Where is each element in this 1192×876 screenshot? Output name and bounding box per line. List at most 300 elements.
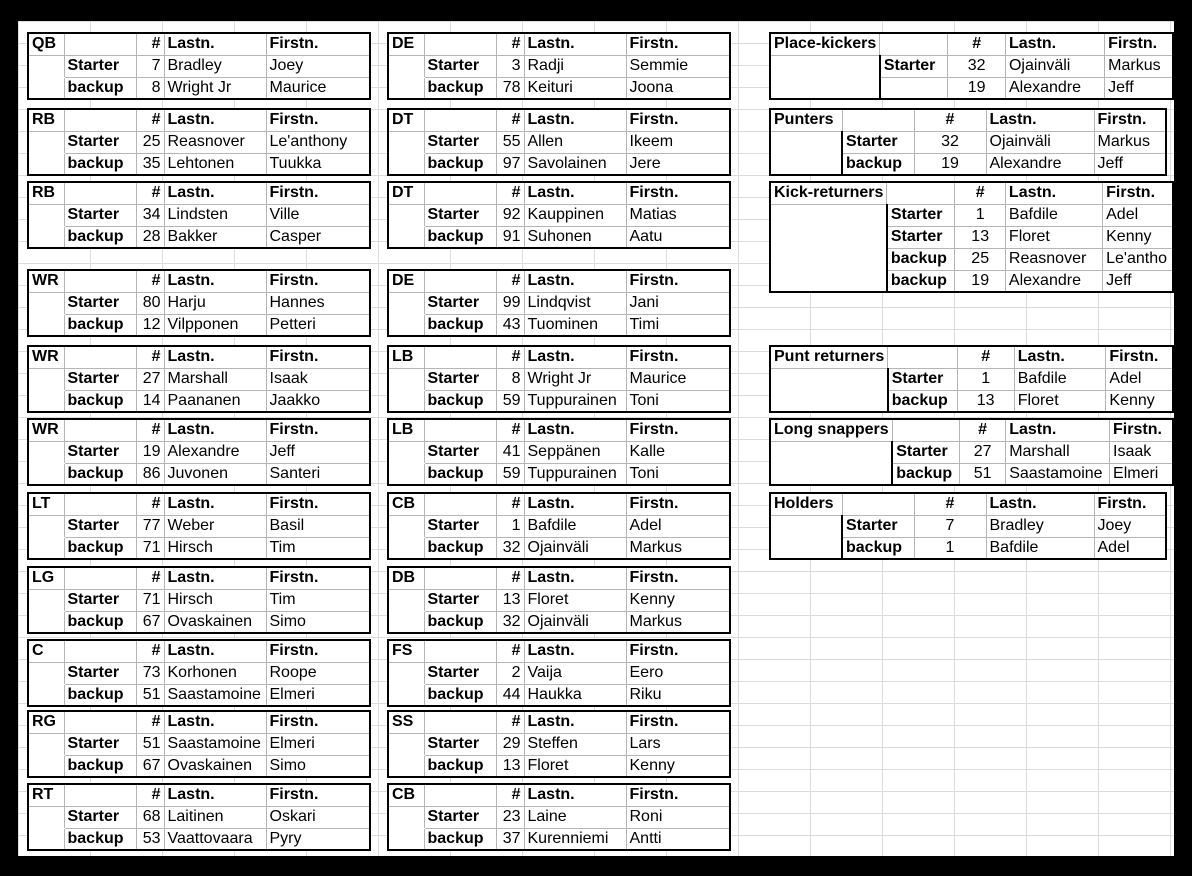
first-name[interactable]: Kenny bbox=[626, 755, 730, 777]
jersey-number[interactable]: 35 bbox=[136, 153, 164, 175]
last-name[interactable]: Ovaskainen bbox=[164, 755, 266, 777]
first-name[interactable]: Timi bbox=[626, 314, 730, 336]
role-label[interactable]: Starter bbox=[424, 806, 496, 828]
last-name[interactable]: Keituri bbox=[524, 77, 626, 99]
blank-cell[interactable] bbox=[388, 662, 424, 684]
first-name[interactable]: Elmeri bbox=[1110, 463, 1173, 485]
header-number[interactable]: # bbox=[496, 182, 524, 204]
position-label[interactable]: FS bbox=[388, 640, 424, 662]
jersey-number[interactable]: 67 bbox=[136, 611, 164, 633]
jersey-number[interactable]: 67 bbox=[136, 755, 164, 777]
first-name[interactable]: Roope bbox=[266, 662, 370, 684]
blank-cell[interactable] bbox=[388, 755, 424, 777]
first-name[interactable]: Maurice bbox=[266, 77, 370, 99]
header-first-name[interactable]: Firstn. bbox=[626, 33, 730, 55]
header-blank-cell[interactable] bbox=[424, 182, 496, 204]
first-name[interactable]: Jeff bbox=[1103, 270, 1173, 292]
role-label[interactable]: backup bbox=[64, 226, 136, 248]
jersey-number[interactable]: 43 bbox=[496, 314, 524, 336]
blank-cell[interactable] bbox=[28, 806, 64, 828]
last-name[interactable]: Alexandre bbox=[1005, 270, 1102, 292]
position-label[interactable]: LB bbox=[388, 419, 424, 441]
position-label[interactable]: LT bbox=[28, 493, 64, 515]
jersey-number[interactable]: 7 bbox=[914, 515, 986, 537]
first-name[interactable]: Semmie bbox=[626, 55, 730, 77]
header-blank-cell[interactable] bbox=[64, 640, 136, 662]
header-number[interactable]: # bbox=[496, 784, 524, 806]
last-name[interactable]: Lehtonen bbox=[164, 153, 266, 175]
header-number[interactable]: # bbox=[496, 109, 524, 131]
jersey-number[interactable]: 59 bbox=[496, 463, 524, 485]
position-label[interactable]: WR bbox=[28, 346, 64, 368]
role-label[interactable]: Starter bbox=[424, 131, 496, 153]
last-name[interactable]: Alexandre bbox=[1005, 77, 1104, 99]
last-name[interactable]: Alexandre bbox=[164, 441, 266, 463]
position-label[interactable]: WR bbox=[28, 419, 64, 441]
last-name[interactable]: Laine bbox=[524, 806, 626, 828]
last-name[interactable]: Ovaskainen bbox=[164, 611, 266, 633]
header-last-name[interactable]: Lastn. bbox=[164, 109, 266, 131]
blank-cell[interactable] bbox=[28, 153, 64, 175]
position-label[interactable]: DT bbox=[388, 182, 424, 204]
blank-cell[interactable] bbox=[388, 204, 424, 226]
role-label[interactable]: backup bbox=[424, 390, 496, 412]
role-label[interactable]: backup bbox=[424, 828, 496, 850]
role-label[interactable]: backup bbox=[424, 463, 496, 485]
blank-cell[interactable] bbox=[28, 226, 64, 248]
last-name[interactable]: Floret bbox=[1005, 226, 1102, 248]
last-name[interactable]: Reasnover bbox=[1005, 248, 1102, 270]
blank-cell[interactable] bbox=[388, 589, 424, 611]
jersey-number[interactable]: 32 bbox=[948, 55, 1006, 77]
position-label[interactable]: CB bbox=[388, 784, 424, 806]
header-first-name[interactable]: Firstn. bbox=[626, 270, 730, 292]
jersey-number[interactable]: 25 bbox=[955, 248, 1005, 270]
blank-cell[interactable] bbox=[28, 611, 64, 633]
role-label[interactable]: Starter bbox=[64, 806, 136, 828]
header-number[interactable]: # bbox=[496, 346, 524, 368]
header-last-name[interactable]: Lastn. bbox=[524, 493, 626, 515]
blank-cell[interactable] bbox=[28, 390, 64, 412]
header-blank-cell[interactable] bbox=[424, 419, 496, 441]
first-name[interactable]: Jaakko bbox=[266, 390, 370, 412]
header-number[interactable]: # bbox=[496, 419, 524, 441]
header-blank-cell[interactable] bbox=[424, 493, 496, 515]
position-label[interactable]: Kick-returners bbox=[770, 182, 887, 204]
role-label[interactable]: backup bbox=[64, 611, 136, 633]
first-name[interactable]: Joey bbox=[266, 55, 370, 77]
header-first-name[interactable]: Firstn. bbox=[1110, 419, 1173, 441]
last-name[interactable]: Bafdile bbox=[986, 537, 1094, 559]
jersey-number[interactable]: 1 bbox=[496, 515, 524, 537]
position-label[interactable]: RG bbox=[28, 711, 64, 733]
jersey-number[interactable]: 71 bbox=[136, 589, 164, 611]
first-name[interactable]: Jeff bbox=[1094, 153, 1166, 175]
jersey-number[interactable]: 32 bbox=[914, 131, 986, 153]
role-label[interactable]: Starter bbox=[887, 226, 955, 248]
header-last-name[interactable]: Lastn. bbox=[1014, 346, 1106, 368]
first-name[interactable]: Tuukka bbox=[266, 153, 370, 175]
last-name[interactable]: Ojainväli bbox=[524, 611, 626, 633]
last-name[interactable]: Seppänen bbox=[524, 441, 626, 463]
role-label[interactable]: backup bbox=[64, 77, 136, 99]
blank-cell[interactable] bbox=[388, 226, 424, 248]
jersey-number[interactable]: 51 bbox=[960, 463, 1006, 485]
header-number[interactable]: # bbox=[136, 419, 164, 441]
header-number[interactable]: # bbox=[914, 109, 986, 131]
role-label[interactable]: Starter bbox=[424, 55, 496, 77]
jersey-number[interactable]: 32 bbox=[496, 537, 524, 559]
blank-cell[interactable] bbox=[388, 314, 424, 336]
role-label[interactable]: backup bbox=[424, 755, 496, 777]
first-name[interactable]: Pyry bbox=[266, 828, 370, 850]
header-first-name[interactable]: Firstn. bbox=[266, 346, 370, 368]
last-name[interactable]: Wright Jr bbox=[164, 77, 266, 99]
jersey-number[interactable]: 12 bbox=[136, 314, 164, 336]
first-name[interactable]: Hannes bbox=[266, 292, 370, 314]
role-label[interactable]: Starter bbox=[424, 368, 496, 390]
first-name[interactable]: Eero bbox=[626, 662, 730, 684]
jersey-number[interactable]: 51 bbox=[136, 733, 164, 755]
blank-cell[interactable] bbox=[388, 368, 424, 390]
header-last-name[interactable]: Lastn. bbox=[164, 784, 266, 806]
blank-cell[interactable] bbox=[28, 733, 64, 755]
first-name[interactable]: Le'antho bbox=[1103, 248, 1173, 270]
jersey-number[interactable]: 1 bbox=[957, 368, 1014, 390]
blank-cell[interactable] bbox=[770, 270, 887, 292]
jersey-number[interactable]: 8 bbox=[496, 368, 524, 390]
role-label[interactable]: Starter bbox=[64, 292, 136, 314]
last-name[interactable]: Lindqvist bbox=[524, 292, 626, 314]
position-label[interactable]: RB bbox=[28, 182, 64, 204]
last-name[interactable]: Radji bbox=[524, 55, 626, 77]
jersey-number[interactable]: 25 bbox=[136, 131, 164, 153]
jersey-number[interactable]: 34 bbox=[136, 204, 164, 226]
position-label[interactable]: C bbox=[28, 640, 64, 662]
header-last-name[interactable]: Lastn. bbox=[164, 419, 266, 441]
last-name[interactable]: Wright Jr bbox=[524, 368, 626, 390]
first-name[interactable]: Jere bbox=[626, 153, 730, 175]
role-label[interactable]: backup bbox=[892, 463, 959, 485]
header-blank-cell[interactable] bbox=[842, 493, 914, 515]
role-label[interactable]: backup bbox=[424, 77, 496, 99]
last-name[interactable]: Saastamoine bbox=[164, 733, 266, 755]
jersey-number[interactable]: 78 bbox=[496, 77, 524, 99]
position-label[interactable]: Holders bbox=[770, 493, 842, 515]
last-name[interactable]: Bradley bbox=[164, 55, 266, 77]
role-label[interactable]: Starter bbox=[892, 441, 959, 463]
first-name[interactable]: Le'anthony bbox=[266, 131, 370, 153]
first-name[interactable]: Jani bbox=[626, 292, 730, 314]
position-label[interactable]: CB bbox=[388, 493, 424, 515]
role-label[interactable]: Starter bbox=[887, 204, 955, 226]
last-name[interactable]: Reasnover bbox=[164, 131, 266, 153]
position-label[interactable]: DE bbox=[388, 33, 424, 55]
header-blank-cell[interactable] bbox=[424, 640, 496, 662]
blank-cell[interactable] bbox=[388, 684, 424, 706]
first-name[interactable]: Joona bbox=[626, 77, 730, 99]
header-last-name[interactable]: Lastn. bbox=[524, 270, 626, 292]
first-name[interactable]: Toni bbox=[626, 463, 730, 485]
blank-cell[interactable] bbox=[388, 390, 424, 412]
header-first-name[interactable]: Firstn. bbox=[626, 419, 730, 441]
last-name[interactable]: Alexandre bbox=[986, 153, 1094, 175]
role-label[interactable]: backup bbox=[64, 755, 136, 777]
role-label[interactable]: backup bbox=[64, 153, 136, 175]
role-label[interactable]: Starter bbox=[64, 131, 136, 153]
role-label[interactable]: backup bbox=[887, 248, 955, 270]
role-label[interactable]: Starter bbox=[424, 441, 496, 463]
position-label[interactable]: DE bbox=[388, 270, 424, 292]
position-label[interactable]: LG bbox=[28, 567, 64, 589]
header-blank-cell[interactable] bbox=[424, 109, 496, 131]
last-name[interactable]: Tuominen bbox=[524, 314, 626, 336]
header-blank-cell[interactable] bbox=[64, 33, 136, 55]
header-first-name[interactable]: Firstn. bbox=[626, 182, 730, 204]
jersey-number[interactable]: 68 bbox=[136, 806, 164, 828]
blank-cell[interactable] bbox=[28, 755, 64, 777]
jersey-number[interactable]: 8 bbox=[136, 77, 164, 99]
header-blank-cell[interactable] bbox=[64, 109, 136, 131]
header-first-name[interactable]: Firstn. bbox=[626, 493, 730, 515]
position-label[interactable]: Punt returners bbox=[770, 346, 888, 368]
header-number[interactable]: # bbox=[496, 640, 524, 662]
jersey-number[interactable]: 19 bbox=[136, 441, 164, 463]
blank-cell[interactable] bbox=[28, 515, 64, 537]
role-label[interactable]: Starter bbox=[64, 733, 136, 755]
header-last-name[interactable]: Lastn. bbox=[524, 711, 626, 733]
last-name[interactable]: Korhonen bbox=[164, 662, 266, 684]
header-first-name[interactable]: Firstn. bbox=[1094, 109, 1166, 131]
blank-cell[interactable] bbox=[28, 55, 64, 77]
blank-cell[interactable] bbox=[28, 662, 64, 684]
last-name[interactable]: Weber bbox=[164, 515, 266, 537]
first-name[interactable]: Joey bbox=[1094, 515, 1166, 537]
header-last-name[interactable]: Lastn. bbox=[986, 109, 1094, 131]
blank-cell[interactable] bbox=[28, 368, 64, 390]
blank-cell[interactable] bbox=[770, 441, 892, 463]
first-name[interactable]: Ikeem bbox=[626, 131, 730, 153]
last-name[interactable]: Floret bbox=[524, 589, 626, 611]
role-label[interactable]: backup bbox=[64, 390, 136, 412]
header-first-name[interactable]: Firstn. bbox=[266, 182, 370, 204]
first-name[interactable]: Aatu bbox=[626, 226, 730, 248]
header-blank-cell[interactable] bbox=[64, 784, 136, 806]
first-name[interactable]: Elmeri bbox=[266, 733, 370, 755]
last-name[interactable]: Savolainen bbox=[524, 153, 626, 175]
first-name[interactable]: Isaak bbox=[266, 368, 370, 390]
last-name[interactable]: Floret bbox=[524, 755, 626, 777]
blank-cell[interactable] bbox=[388, 537, 424, 559]
blank-cell[interactable] bbox=[28, 292, 64, 314]
header-blank-cell[interactable] bbox=[424, 33, 496, 55]
first-name[interactable]: Markus bbox=[1105, 55, 1173, 77]
header-number[interactable]: # bbox=[136, 270, 164, 292]
position-label[interactable]: SS bbox=[388, 711, 424, 733]
jersey-number[interactable]: 59 bbox=[496, 390, 524, 412]
last-name[interactable]: Bradley bbox=[986, 515, 1094, 537]
blank-cell[interactable] bbox=[770, 77, 880, 99]
header-last-name[interactable]: Lastn. bbox=[164, 711, 266, 733]
header-first-name[interactable]: Firstn. bbox=[626, 346, 730, 368]
jersey-number[interactable]: 19 bbox=[914, 153, 986, 175]
blank-cell[interactable] bbox=[28, 463, 64, 485]
role-label[interactable]: Starter bbox=[424, 662, 496, 684]
header-number[interactable]: # bbox=[955, 182, 1005, 204]
header-last-name[interactable]: Lastn. bbox=[164, 567, 266, 589]
header-first-name[interactable]: Firstn. bbox=[266, 109, 370, 131]
first-name[interactable]: Oskari bbox=[266, 806, 370, 828]
role-label[interactable]: Starter bbox=[424, 204, 496, 226]
role-label[interactable]: backup bbox=[64, 463, 136, 485]
last-name[interactable]: Bafdile bbox=[1005, 204, 1102, 226]
first-name[interactable]: Riku bbox=[626, 684, 730, 706]
role-label[interactable]: Starter bbox=[64, 55, 136, 77]
first-name[interactable]: Petteri bbox=[266, 314, 370, 336]
last-name[interactable]: Kauppinen bbox=[524, 204, 626, 226]
first-name[interactable]: Ville bbox=[266, 204, 370, 226]
role-label[interactable]: Starter bbox=[842, 515, 914, 537]
header-last-name[interactable]: Lastn. bbox=[1005, 33, 1104, 55]
header-last-name[interactable]: Lastn. bbox=[524, 109, 626, 131]
last-name[interactable]: Lindsten bbox=[164, 204, 266, 226]
header-blank-cell[interactable] bbox=[424, 270, 496, 292]
jersey-number[interactable]: 14 bbox=[136, 390, 164, 412]
blank-cell[interactable] bbox=[388, 733, 424, 755]
first-name[interactable]: Kenny bbox=[1103, 226, 1173, 248]
jersey-number[interactable]: 44 bbox=[496, 684, 524, 706]
blank-cell[interactable] bbox=[28, 684, 64, 706]
jersey-number[interactable]: 13 bbox=[957, 390, 1014, 412]
last-name[interactable]: Steffen bbox=[524, 733, 626, 755]
last-name[interactable]: Haukka bbox=[524, 684, 626, 706]
role-label[interactable]: Starter bbox=[888, 368, 957, 390]
header-blank-cell[interactable] bbox=[888, 346, 957, 368]
first-name[interactable]: Lars bbox=[626, 733, 730, 755]
last-name[interactable]: Tuppurainen bbox=[524, 390, 626, 412]
header-number[interactable]: # bbox=[136, 784, 164, 806]
position-label[interactable]: DB bbox=[388, 567, 424, 589]
header-last-name[interactable]: Lastn. bbox=[524, 346, 626, 368]
header-number[interactable]: # bbox=[136, 711, 164, 733]
role-label[interactable]: Starter bbox=[424, 515, 496, 537]
role-label[interactable]: Starter bbox=[64, 589, 136, 611]
jersey-number[interactable]: 86 bbox=[136, 463, 164, 485]
role-label[interactable]: backup bbox=[424, 314, 496, 336]
last-name[interactable]: Vaattovaara bbox=[164, 828, 266, 850]
first-name[interactable]: Maurice bbox=[626, 368, 730, 390]
header-blank-cell[interactable] bbox=[424, 346, 496, 368]
jersey-number[interactable]: 73 bbox=[136, 662, 164, 684]
blank-cell[interactable] bbox=[28, 589, 64, 611]
jersey-number[interactable]: 3 bbox=[496, 55, 524, 77]
blank-cell[interactable] bbox=[770, 131, 842, 153]
role-label[interactable]: backup bbox=[424, 537, 496, 559]
role-label[interactable]: backup bbox=[887, 270, 955, 292]
header-first-name[interactable]: Firstn. bbox=[626, 711, 730, 733]
last-name[interactable]: Vaija bbox=[524, 662, 626, 684]
first-name[interactable]: Markus bbox=[626, 537, 730, 559]
first-name[interactable]: Toni bbox=[626, 390, 730, 412]
role-label[interactable]: backup bbox=[424, 684, 496, 706]
blank-cell[interactable] bbox=[388, 441, 424, 463]
jersey-number[interactable]: 55 bbox=[496, 131, 524, 153]
role-label[interactable]: backup bbox=[64, 314, 136, 336]
first-name[interactable]: Tim bbox=[266, 589, 370, 611]
header-first-name[interactable]: Firstn. bbox=[626, 109, 730, 131]
role-label[interactable]: backup bbox=[424, 226, 496, 248]
header-number[interactable]: # bbox=[136, 346, 164, 368]
header-blank-cell[interactable] bbox=[424, 567, 496, 589]
jersey-number[interactable]: 37 bbox=[496, 828, 524, 850]
header-blank-cell[interactable] bbox=[64, 711, 136, 733]
header-blank-cell[interactable] bbox=[64, 346, 136, 368]
last-name[interactable]: Marshall bbox=[1006, 441, 1110, 463]
jersey-number[interactable]: 53 bbox=[136, 828, 164, 850]
role-label[interactable]: backup bbox=[842, 537, 914, 559]
blank-cell[interactable] bbox=[28, 828, 64, 850]
first-name[interactable]: Adel bbox=[1103, 204, 1173, 226]
header-blank-cell[interactable] bbox=[880, 33, 948, 55]
position-label[interactable]: RB bbox=[28, 109, 64, 131]
first-name[interactable]: Simo bbox=[266, 611, 370, 633]
blank-cell[interactable] bbox=[770, 248, 887, 270]
last-name[interactable]: Saastamoine bbox=[1006, 463, 1110, 485]
header-last-name[interactable]: Lastn. bbox=[1006, 419, 1110, 441]
header-blank-cell[interactable] bbox=[842, 109, 914, 131]
role-label[interactable]: Starter bbox=[424, 733, 496, 755]
role-label[interactable]: backup bbox=[424, 611, 496, 633]
header-last-name[interactable]: Lastn. bbox=[164, 640, 266, 662]
role-label[interactable]: Starter bbox=[64, 441, 136, 463]
first-name[interactable]: Markus bbox=[1094, 131, 1166, 153]
blank-cell[interactable] bbox=[388, 292, 424, 314]
last-name[interactable]: Hirsch bbox=[164, 537, 266, 559]
jersey-number[interactable]: 29 bbox=[496, 733, 524, 755]
role-label[interactable]: backup bbox=[64, 828, 136, 850]
first-name[interactable]: Roni bbox=[626, 806, 730, 828]
blank-cell[interactable] bbox=[388, 463, 424, 485]
blank-cell[interactable] bbox=[388, 828, 424, 850]
header-number[interactable]: # bbox=[136, 182, 164, 204]
role-label[interactable]: Starter bbox=[64, 515, 136, 537]
first-name[interactable]: Kenny bbox=[626, 589, 730, 611]
header-number[interactable]: # bbox=[496, 567, 524, 589]
blank-cell[interactable] bbox=[28, 131, 64, 153]
header-first-name[interactable]: Firstn. bbox=[626, 784, 730, 806]
role-label[interactable]: Starter bbox=[64, 368, 136, 390]
header-first-name[interactable]: Firstn. bbox=[266, 33, 370, 55]
blank-cell[interactable] bbox=[28, 314, 64, 336]
blank-cell[interactable] bbox=[770, 390, 888, 412]
first-name[interactable]: Kalle bbox=[626, 441, 730, 463]
blank-cell[interactable] bbox=[28, 204, 64, 226]
role-label[interactable]: Starter bbox=[424, 589, 496, 611]
header-last-name[interactable]: Lastn. bbox=[524, 784, 626, 806]
jersey-number[interactable]: 7 bbox=[136, 55, 164, 77]
position-label[interactable]: Punters bbox=[770, 109, 842, 131]
jersey-number[interactable]: 19 bbox=[955, 270, 1005, 292]
header-blank-cell[interactable] bbox=[64, 493, 136, 515]
header-first-name[interactable]: Firstn. bbox=[266, 640, 370, 662]
blank-cell[interactable] bbox=[770, 204, 887, 226]
jersey-number[interactable]: 27 bbox=[136, 368, 164, 390]
jersey-number[interactable]: 91 bbox=[496, 226, 524, 248]
jersey-number[interactable]: 2 bbox=[496, 662, 524, 684]
last-name[interactable]: Kurenniemi bbox=[524, 828, 626, 850]
header-last-name[interactable]: Lastn. bbox=[524, 567, 626, 589]
first-name[interactable]: Jeff bbox=[266, 441, 370, 463]
